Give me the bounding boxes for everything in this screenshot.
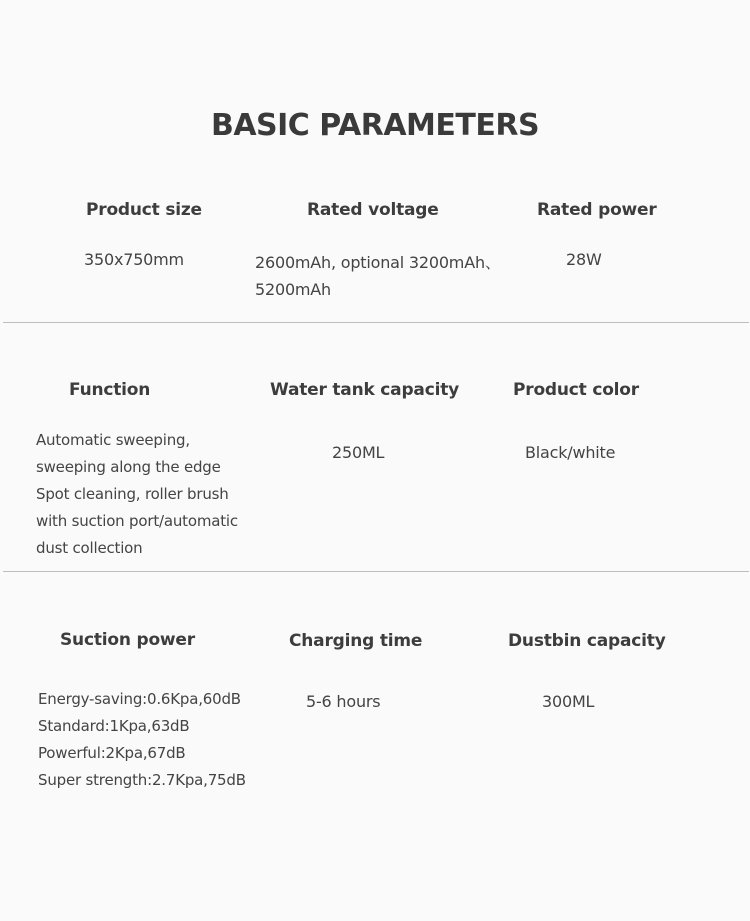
product-color-value: Black/white (525, 443, 616, 462)
suction-power-label: Suction power (60, 630, 195, 650)
divider (3, 322, 749, 323)
divider (3, 571, 749, 572)
page-title: BASIC PARAMETERS (210, 108, 540, 143)
rated-voltage-label: Rated voltage (307, 200, 439, 220)
function-line: Automatic sweeping, (36, 431, 190, 449)
function-line: dust collection (36, 539, 143, 557)
function-label: Function (69, 380, 151, 400)
function-line: with suction port/automatic (36, 512, 238, 530)
rated-power-value: 28W (566, 250, 602, 269)
suction-power-line: Powerful:2Kpa,67dB (38, 744, 186, 762)
product-size-label: Product size (86, 200, 202, 220)
dustbin-capacity-label: Dustbin capacity (508, 631, 666, 651)
rated-voltage-value-line1: 2600mAh, optional 3200mAh、 (255, 253, 501, 272)
charging-time-value: 5-6 hours (306, 692, 381, 711)
suction-power-line: Super strength:2.7Kpa,75dB (38, 771, 246, 789)
suction-power-line: Standard:1Kpa,63dB (38, 717, 190, 735)
suction-power-line: Energy-saving:0.6Kpa,60dB (38, 690, 241, 708)
function-line: Spot cleaning, roller brush (36, 485, 229, 503)
function-value-list (36, 427, 238, 562)
dustbin-capacity-value: 300ML (542, 692, 595, 711)
water-tank-capacity-value: 250ML (332, 443, 385, 462)
water-tank-capacity-label: Water tank capacity (270, 380, 460, 400)
product-size-value: 350x750mm (84, 250, 184, 269)
charging-time-label: Charging time (289, 631, 423, 651)
rated-voltage-value-line2: 5200mAh (255, 280, 331, 299)
function-line: sweeping along the edge (36, 458, 221, 476)
rated-power-label: Rated power (537, 200, 657, 220)
product-color-label: Product color (513, 380, 639, 400)
suction-power-value-list (38, 686, 246, 794)
